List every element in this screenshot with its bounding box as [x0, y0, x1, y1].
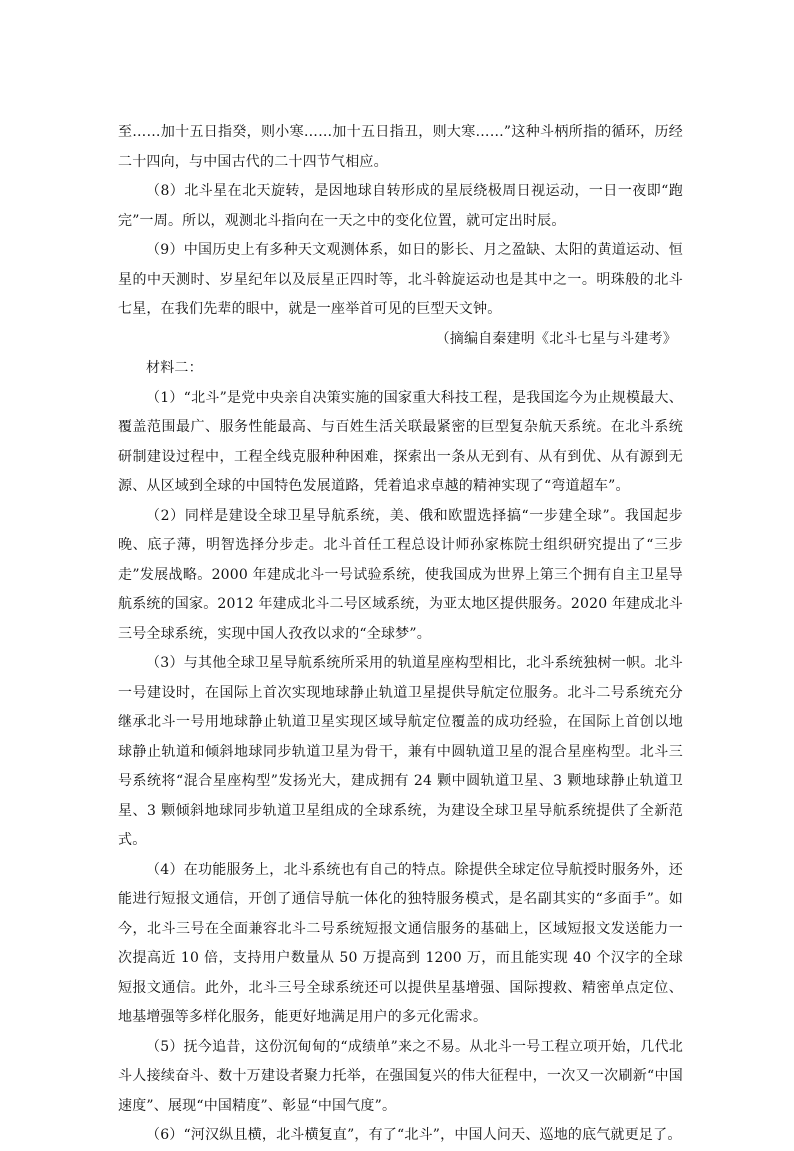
- source-citation: （摘编自秦建明《北斗七星与斗建考》: [435, 330, 677, 347]
- paragraph-8: （8）北斗星在北天旋转，是因地球自转形成的星辰绕极周日视运动，一日一夜即“跑完”一周。所以，观测北斗指向在一天之中的变化位置，就可定出时辰。: [118, 183, 683, 229]
- paragraph-7-continued: 至……加十五日指癸，则小寒……加十五日指丑，则大寒……”这种斗柄所指的循环，历经二十四向，与中国古代的二十四节气相应。: [118, 124, 683, 170]
- material-two-label: 材料二：: [146, 360, 203, 376]
- m2-paragraph-4: （4）在功能服务上，北斗系统也有自己的特点。除提供全球定位导航授时服务外，还能进行短报文通信，开创了通信导航一体化的独特服务模式，是名副其实的“多面手”。如今，北斗三号在全面兼容北斗二号系统短报文通信服务的基础上，区域短报文发送能力一次提高近 10 倍，支持用户数量从 50 万提高到 1200 万，而且能实现 40 个汉字的全球短报文通信。此外，北斗三号全球系统还可以提供星基增强、国际搜救、精密单点定位、地基增强等多样化服务，能更好地满足用户的多元化需求。: [118, 861, 683, 1025]
- m2-paragraph-5: （5）抚今追昔，这份沉甸甸的“成绩单”来之不易。从北斗一号工程立项开始，几代北斗人接续奋斗、数十万建设者聚力托举，在强国复兴的伟大征程中，一次又一次刷新“中国速度”、展现“中国精度”、彰显“中国气度”。: [118, 1038, 683, 1114]
- m2-paragraph-6: （6）“河汉纵且横，北斗横复直”，有了“北斗”，中国人问天、巡地的底气就更足了。: [146, 1127, 682, 1143]
- m2-paragraph-3: （3）与其他全球卫星导航系统所采用的轨道星座构型相比，北斗系统独树一帜。北斗一号建设时，在国际上首次实现地球静止轨道卫星提供导航定位服务。北斗二号系统充分继承北斗一号用地球静止轨道卫星实现区域导航定位覆盖的成功经验，在国际上首创以地球静止轨道和倾斜地球同步轨道卫星为骨干，兼有中圆轨道卫星的混合星座构型。北斗三号系统将“混合星座构型”发扬光大，建成拥有 24 颗中圆轨道卫星、3 颗地球静止轨道卫星、3 颗倾斜地球同步轨道卫星组成的全球系统，为建设全球卫星导航系统提供了全新范式。: [118, 655, 683, 848]
- paragraph-9: （9）中国历史上有多种天文观测体系，如日的影长、月之盈缺、太阳的黄道运动、恒星的中天测时、岁星纪年以及辰星正四时等，北斗斡旋运动也是其中之一。明珠般的北斗七星，在我们先辈的眼中，就是一座举首可见的巨型天文钟。: [118, 242, 683, 317]
- m2-paragraph-1: （1）“北斗”是党中央亲自决策实施的国家重大科技工程，是我国迄今为止规模最大、覆盖范围最广、服务性能最高、与百姓生活关联最紧密的巨型复杂航天系统。在北斗系统研制建设过程中，工程全线克服种种困难，探索出一条从无到有、从有到优、从有源到无源、从区域到全球的中国特色发展道路，凭着追求卓越的精神实现了“弯道超车”。: [118, 389, 683, 494]
- m2-paragraph-2: （2）同样是建设全球卫星导航系统，美、俄和欧盟选择搞“一步建全球”。我国起步晚、底子薄，明智选择分步走。北斗首任工程总设计师孙家栋院士组织研究提出了“三步走”发展战略。2000 年建成北斗一号试验系统，使我国成为世界上第三个拥有自主卫星导航系统的国家。2012 年建成北斗二号区域系统，为亚太地区提供服务。2020 年建成北斗三号全球系统，实现中国人孜孜以求的“全球梦”。: [118, 507, 683, 642]
- article-body: [118, 118, 683, 1151]
